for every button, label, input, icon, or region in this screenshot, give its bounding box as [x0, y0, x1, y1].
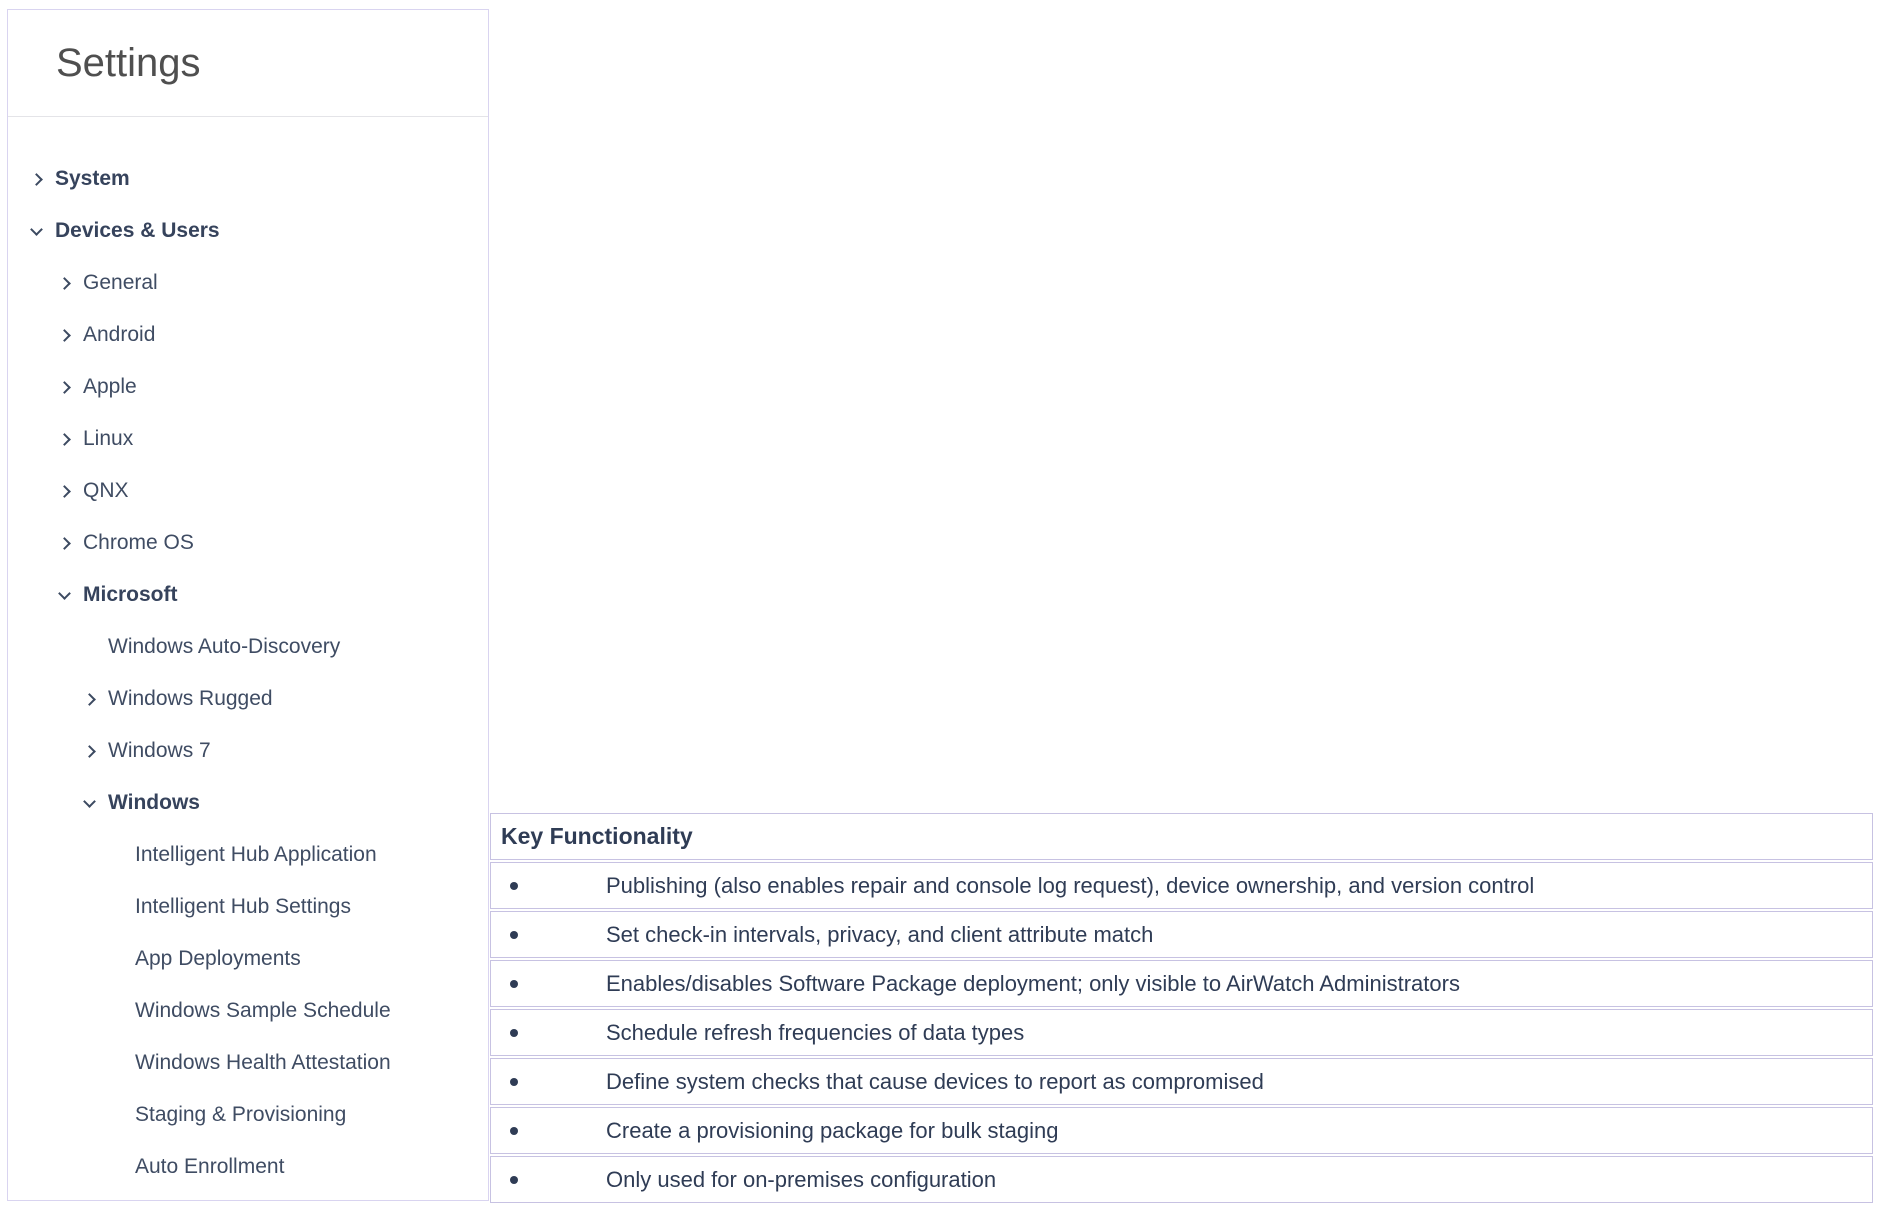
nav-item-android[interactable] [8, 309, 488, 361]
nav-item-chrome-os[interactable] [8, 517, 488, 569]
chevron-right-icon[interactable] [30, 173, 43, 186]
nav-item-intelligent-hub-settings[interactable] [8, 881, 488, 933]
key-functionality-table [490, 813, 1873, 1203]
page-title: Settings [56, 40, 201, 85]
table-row [490, 1058, 1873, 1105]
nav-item-label: App Deployments [135, 947, 301, 970]
chevron-right-icon[interactable] [58, 433, 71, 446]
sidebar-header [8, 10, 488, 117]
settings-nav-tree [8, 117, 488, 1193]
table-row-text: Schedule refresh frequencies of data types [606, 1019, 1025, 1045]
nav-item-label: Chrome OS [83, 531, 194, 554]
nav-item-windows[interactable] [8, 777, 488, 829]
nav-item-label: General [83, 271, 158, 294]
table-row-text: Only used for on-premises configuration [606, 1166, 997, 1192]
settings-sidebar [7, 9, 489, 1201]
nav-item-windows-sample-schedule[interactable] [8, 985, 488, 1037]
bullet-icon [510, 1078, 518, 1086]
nav-item-linux[interactable] [8, 413, 488, 465]
table-row-text: Enables/disables Software Package deployment; only visible to AirWatch Administrators [606, 970, 1460, 996]
chevron-down-icon[interactable] [30, 223, 43, 236]
chevron-right-icon[interactable] [58, 329, 71, 342]
nav-item-apple[interactable] [8, 361, 488, 413]
nav-item-intelligent-hub-application[interactable] [8, 829, 488, 881]
nav-item-label: Windows Auto-Discovery [108, 635, 341, 658]
chevron-right-icon[interactable] [83, 745, 96, 758]
table-header: Key Functionality [490, 813, 1873, 860]
bullet-icon [510, 1176, 518, 1184]
nav-item-label: QNX [83, 479, 129, 502]
nav-item-microsoft[interactable] [8, 569, 488, 621]
table-row [490, 1156, 1873, 1203]
nav-item-label: Windows Sample Schedule [135, 999, 391, 1022]
nav-item-label: Android [83, 323, 156, 346]
chevron-right-icon[interactable] [83, 693, 96, 706]
nav-item-label: Linux [83, 427, 134, 450]
nav-item-label: Windows 7 [108, 739, 211, 762]
table-row-text: Publishing (also enables repair and console log request), device ownership, and version control [606, 872, 1535, 898]
nav-item-label: Staging & Provisioning [135, 1103, 347, 1126]
table-row [490, 960, 1873, 1007]
table-row-text: Create a provisioning package for bulk staging [606, 1117, 1059, 1143]
nav-item-auto-enrollment[interactable] [8, 1141, 488, 1193]
nav-item-windows-7[interactable] [8, 725, 488, 777]
nav-item-label: Intelligent Hub Settings [135, 895, 351, 918]
nav-item-general[interactable] [8, 257, 488, 309]
chevron-right-icon[interactable] [58, 277, 71, 290]
chevron-down-icon[interactable] [83, 795, 96, 808]
bullet-icon [510, 980, 518, 988]
chevron-down-icon[interactable] [58, 587, 71, 600]
bullet-icon [510, 1029, 518, 1037]
bullet-icon [510, 882, 518, 890]
table-row [490, 1009, 1873, 1056]
nav-item-label: Intelligent Hub Application [135, 843, 377, 866]
chevron-right-icon[interactable] [58, 485, 71, 498]
nav-item-label: Windows Rugged [108, 687, 273, 710]
nav-item-windows-rugged[interactable] [8, 673, 488, 725]
table-row-text: Set check-in intervals, privacy, and client attribute match [606, 921, 1154, 947]
nav-item-label: Microsoft [83, 583, 178, 606]
nav-item-windows-auto-discovery[interactable] [8, 621, 488, 673]
chevron-right-icon[interactable] [58, 381, 71, 394]
nav-item-label: Devices & Users [55, 219, 220, 242]
chevron-right-icon[interactable] [58, 537, 71, 550]
nav-item-label: Windows [108, 791, 200, 814]
nav-item-devices-users[interactable] [8, 205, 488, 257]
nav-item-qnx[interactable] [8, 465, 488, 517]
table-row [490, 862, 1873, 909]
nav-item-staging-provisioning[interactable] [8, 1089, 488, 1141]
nav-item-label: Auto Enrollment [135, 1155, 285, 1178]
table-row [490, 911, 1873, 958]
nav-item-windows-health-attestation[interactable] [8, 1037, 488, 1089]
table-row [490, 1107, 1873, 1154]
bullet-icon [510, 931, 518, 939]
nav-item-label: Windows Health Attestation [135, 1051, 391, 1074]
bullet-icon [510, 1127, 518, 1135]
nav-item-label: System [55, 167, 130, 190]
nav-item-label: Apple [83, 375, 137, 398]
nav-item-app-deployments[interactable] [8, 933, 488, 985]
table-row-text: Define system checks that cause devices to report as compromised [606, 1068, 1264, 1094]
nav-item-system[interactable] [8, 153, 488, 205]
